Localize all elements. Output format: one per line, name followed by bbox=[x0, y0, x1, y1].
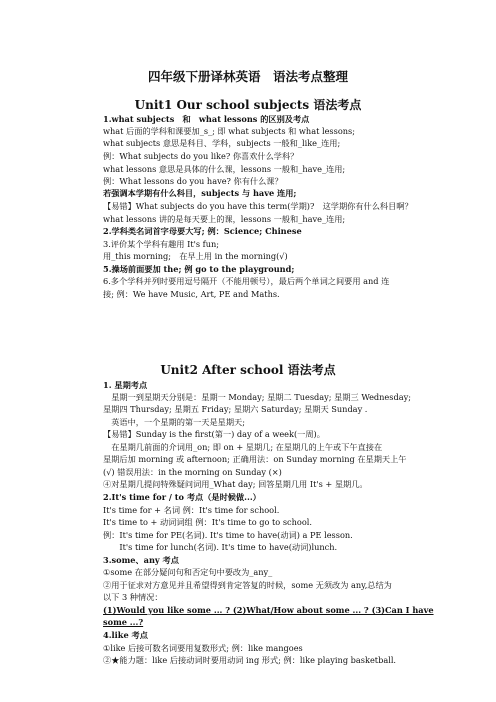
text-line: 星期后加 morning 或 afternoon; 正确用法：on Sunday morning 在星期天上午 bbox=[103, 454, 407, 464]
text-line: 2.学科类名词首字母要大写; 例：Science; Chinese bbox=[103, 226, 302, 236]
text-line: 例：What subjects do you like? 你喜欢什么学科？ bbox=[103, 151, 299, 161]
text-line: 【易错】What subjects do you have this term(学期)? 这学期你有什么科目啊？ bbox=[103, 201, 413, 211]
text-line: 3.评价某个学科有趣用 It's fun; bbox=[103, 239, 220, 249]
text-line: It's time to + 动词词组 例：It's time to go to school. bbox=[103, 517, 312, 527]
text-line: 以下 3 种情况： bbox=[103, 592, 163, 602]
text-line: 6.多个学科并列时要用逗号隔开（不能用顿号），最后两个单词之间要用 and 连 bbox=[103, 276, 390, 286]
unit2-point-3-heading: 3.some、any 考点 bbox=[103, 555, 179, 565]
text-line: ①like 后接可数名词要用复数形式; 例：like mangoes bbox=[103, 643, 303, 653]
unit2-point-1-heading: 1. 星期考点 bbox=[103, 380, 148, 390]
text-line: ②★能力题：like 后接动词时要用动词 ing 形式; 例：like playing basketball. bbox=[103, 655, 397, 665]
text-line: what 后面的学科和课要加_s_; 即 what subjects 和 what lessons; bbox=[103, 126, 355, 136]
unit1-point-1-heading: 1.what subjects 和 what lessons 的区别及考点 bbox=[103, 114, 310, 124]
document-title: 四年级下册译林英语 语法考点整理 bbox=[147, 69, 348, 84]
unit2-heading: Unit2 After school 语法考点 bbox=[160, 363, 336, 377]
unit1-heading: Unit1 Our school subjects 语法考点 bbox=[134, 98, 362, 112]
text-line: 若强调本学期有什么科目，subjects 与 have 连用; bbox=[103, 188, 297, 198]
text-line: what lessons 讲的是每天要上的课，lessons 一般和_have_连用; bbox=[103, 214, 346, 224]
text-line: 星期四 Thursday; 星期五 Friday; 星期六 Saturday; 星期天 Sunday . bbox=[103, 404, 368, 414]
text-line: 【易错】Sunday is the first(第一) day of a week(一周)。 bbox=[103, 429, 325, 439]
unit2-point-2-heading: 2.It's time for / to 考点（是时候做...） bbox=[103, 492, 261, 502]
text-line: It's time for lunch(名词). It's time to have(动词)lunch. bbox=[103, 542, 338, 552]
text-line: some ...? bbox=[103, 617, 144, 627]
text-line: ②用于征求对方意见并且希望得到肯定答复的时候，some 无须改为 any,总结为 bbox=[103, 580, 392, 590]
text-line: 5.操场前面要加 the; 例 go to the playground; bbox=[103, 264, 295, 274]
text-line: (√) 错误用法：in the morning on Sunday (×) bbox=[103, 467, 282, 477]
text-line: 接; 例：We have Music, Art, PE and Maths. bbox=[103, 289, 280, 299]
text-line: 在星期几前面的介词用_on; 即 on + 星期几; 在星期几的上午或下午直接在 bbox=[103, 442, 383, 452]
text-line: ④对星期几提问特殊疑问词用_What day; 回答星期几用 It's + 星期几。 bbox=[103, 479, 368, 489]
text-line: 星期一到星期天分别是：星期一 Monday; 星期二 Tuesday; 星期三 Wednesday; bbox=[103, 392, 411, 402]
text-line: what subjects 意思是科目、学科，subjects 一般和_like_连用; bbox=[103, 138, 341, 148]
text-line: 例：It's time for PE(名词). It's time to have(动词) a PE lesson. bbox=[103, 530, 353, 540]
text-line: 英语中，一个星期的第一天是星期天; bbox=[103, 417, 245, 427]
text-line: 用_this morning; 在早上用 in the morning(√) bbox=[103, 251, 288, 261]
unit2-point-4-heading: 4.like 考点 bbox=[103, 630, 148, 640]
text-line: 例：What lessons do you have? 你有什么课？ bbox=[103, 176, 283, 186]
text-line: what lessons 意思是具体的什么课，lessons 一般和_have_连用; bbox=[103, 164, 346, 174]
text-line: It's time for + 名词 例：It's time for school. bbox=[103, 505, 280, 515]
text-line: ①some 在部分疑问句和否定句中要改为_any_ bbox=[103, 567, 273, 577]
text-line: (1)Would you like some ... ? (2)What/How about some ... ? (3)Can I have bbox=[103, 605, 434, 615]
